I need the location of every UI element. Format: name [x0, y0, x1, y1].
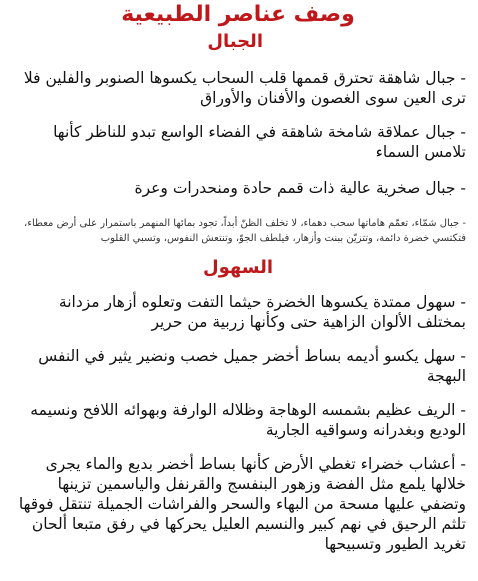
paragraph-plains-1: - سهول ممتدة يكسوها الخضرة حيثما التفت وتعلوه أزهار مزدانة بمختلف الألوان الزاهية حتى وكأنها زربية من حرير — [58, 293, 466, 331]
section-title-plains: السهول — [202, 257, 273, 278]
paragraph-mountains-3: - جبال صخرية عالية ذات قمم حادة ومنحدرات وعرة — [134, 179, 466, 197]
paragraph-mountains-1: - جبال شاهقة تحترق قممها قلب السحاب يكسوها الصنوبر والفلين فلا ترى العين سوى الغصون والأفنان والأوراق — [23, 69, 466, 107]
section-title-mountains: الجبال — [207, 31, 263, 52]
paragraph-mountains-small: - جبال شمّاء، تعمّم هاماتها سحب دهماء، لا تخلف الظنّ أبداً، تجود بمائها المنهمر باستمرار على أرض معطاء، فتكتسي خضرة دائمة، وتتزيّن ببنت وأزهار، فيلطف الجوّ، وتنتعش النفوس، وتسبي القلوب — [24, 218, 466, 244]
paragraph-mountains-2: - جبال عملاقة شامخة شاهقة في الفضاء الواسع تبدو للناظر كأنها تلامس السماء — [53, 123, 466, 161]
page-title: وصف عناصر الطبيعية — [121, 2, 355, 27]
paragraph-plains-4: - أعشاب خضراء تغطي الأرض كأنها بساط أخضر بديع والماء يجرى خلالها يلمع مثل الفضة وزهور البنفسج والقرنفل والياسمين تزينها وتضفي عليها مسحة من البهاء والسحر والفراشات الجميلة تنتقل فوقها تلثم الرحيق في نهم كبير والنسيم العليل يحركها في رفق متبعا ألحان تغريد الطيور وتسبيحها — [18, 455, 466, 553]
paragraph-plains-3: - الريف عظيم بشمسه الوهاجة وظلاله الوارفة وبهوائه اللافح ونسيمه الوديع وبغدرانه وسواقيه الجارية — [30, 401, 466, 439]
paragraph-plains-2: - سهل يكسو أديمه بساط أخضر جميل خصب ونضير يثير في النفس البهجة — [38, 347, 466, 385]
